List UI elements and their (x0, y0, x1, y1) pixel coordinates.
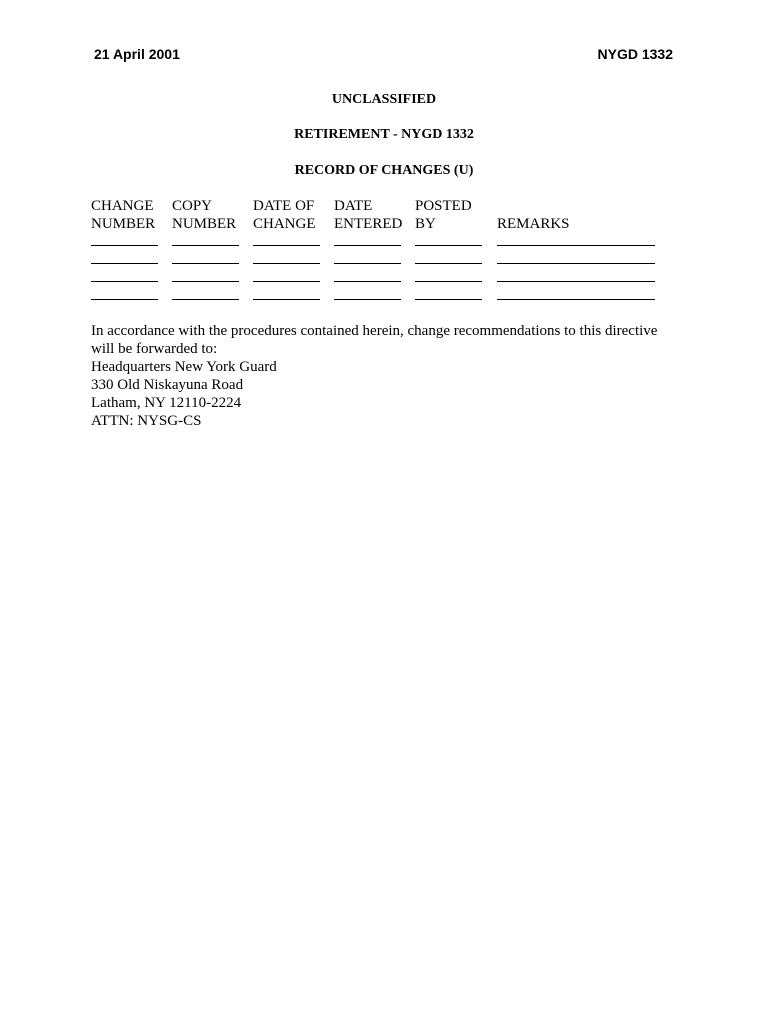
column-header-change-number (91, 197, 155, 233)
column-header-line2: ENTERED (334, 216, 403, 232)
address-line: Headquarters New York Guard (91, 359, 277, 375)
blank-line (91, 281, 158, 282)
column-header-copy-number (172, 197, 236, 233)
blank-line (497, 299, 655, 300)
column-header-date-entered (334, 197, 402, 233)
blank-line (334, 281, 401, 282)
column-header-line1: CHANGE (91, 198, 154, 214)
blank-line (172, 263, 239, 264)
header-date: 21 April 2001 (94, 46, 180, 62)
blank-line (253, 299, 320, 300)
column-header-line2: BY (415, 216, 436, 232)
instruction-line: In accordance with the procedures contained herein, change recommendations to this directive (91, 323, 658, 339)
column-header-line1: DATE OF (253, 198, 315, 214)
blank-line (334, 299, 401, 300)
column-header-line1: POSTED (415, 198, 472, 214)
column-header-posted-by (415, 197, 472, 233)
blank-line (415, 299, 482, 300)
subject-title: RETIREMENT - NYGD 1332 (294, 127, 474, 142)
header-doc-id: NYGD 1332 (597, 46, 673, 62)
column-header-line2: NUMBER (91, 216, 156, 232)
column-header-line2: NUMBER (172, 216, 237, 232)
blank-line (415, 245, 482, 246)
blank-line (91, 245, 158, 246)
blank-line (91, 299, 158, 300)
column-header-line2: REMARKS (497, 216, 570, 232)
blank-line (253, 245, 320, 246)
address-line: Latham, NY 12110-2224 (91, 395, 242, 411)
column-header-line1: COPY (172, 198, 213, 214)
attention-line: ATTN: NYSG-CS (91, 413, 202, 429)
address-line: 330 Old Niskayuna Road (91, 377, 244, 393)
blank-line (415, 263, 482, 264)
forwarding-instructions (91, 322, 691, 430)
blank-line (497, 245, 655, 246)
blank-line (415, 281, 482, 282)
instruction-line: will be forwarded to: (91, 341, 218, 357)
blank-line (253, 263, 320, 264)
blank-line (253, 281, 320, 282)
blank-line (334, 263, 401, 264)
blank-line (497, 281, 655, 282)
column-header-date-of-change (253, 197, 316, 233)
blank-line (172, 281, 239, 282)
blank-line (497, 263, 655, 264)
classification-title: UNCLASSIFIED (331, 92, 437, 107)
blank-line (172, 299, 239, 300)
column-header-line1 (497, 197, 570, 215)
column-header-line2: CHANGE (253, 216, 316, 232)
column-header-line1: DATE (334, 198, 373, 214)
blank-line (334, 245, 401, 246)
record-of-changes-title: RECORD OF CHANGES (U) (294, 163, 474, 178)
blank-line (172, 245, 239, 246)
blank-line (91, 263, 158, 264)
column-header-remarks (497, 197, 570, 233)
